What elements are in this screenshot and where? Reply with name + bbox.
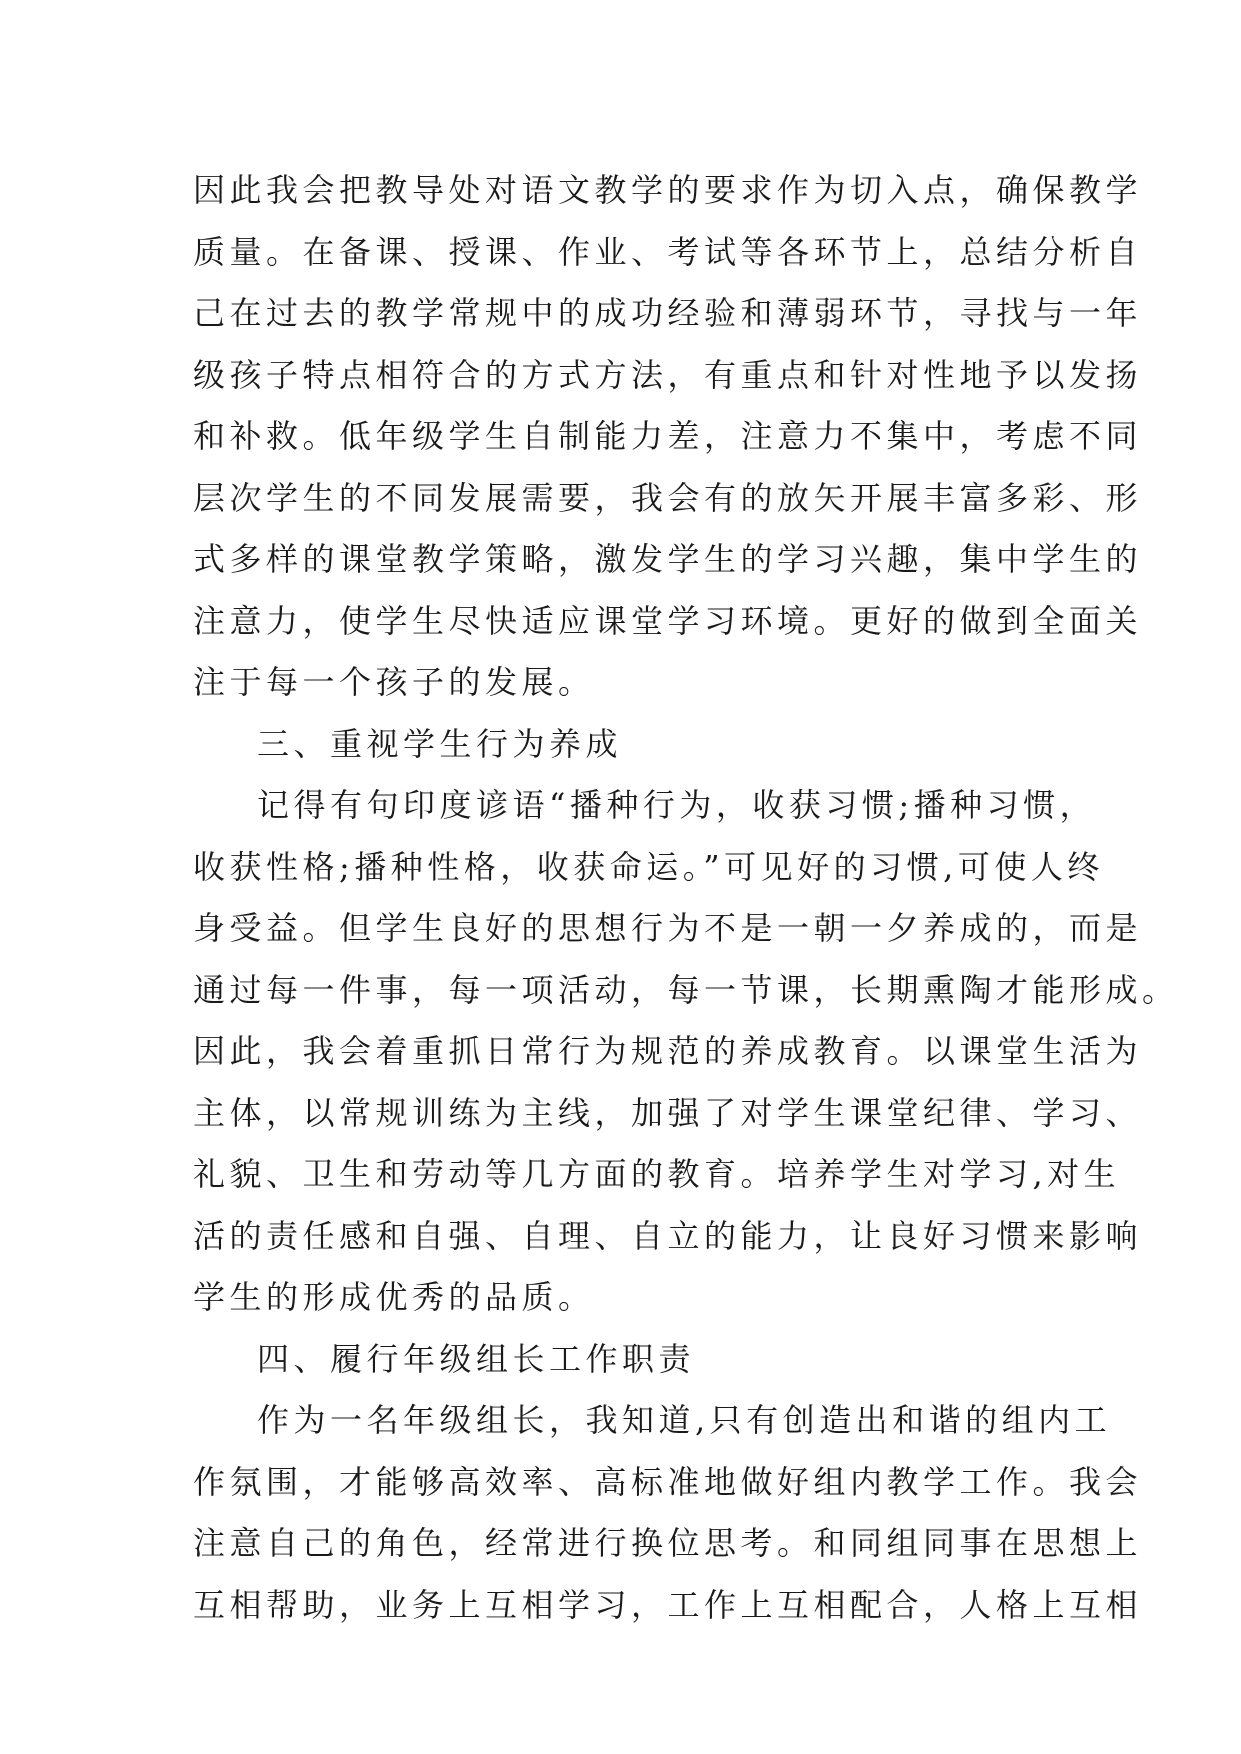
body-line: 注意力，使学生尽快适应课堂学习环境。更好的做到全面关 (193, 601, 1143, 640)
body-line: 记得有句印度谚语“播种行为，收获习惯;播种习惯， (257, 786, 1097, 824)
body-line: 层次学生的不同发展需要，我会有的放矢开展丰富多彩、形 (193, 478, 1143, 517)
body-line: 身受益。但学生良好的思想行为不是一朝一夕养成的，而是 (193, 909, 1143, 947)
body-line: 质量。在备课、授课、作业、考试等各环节上，总结分析自 (193, 232, 1143, 271)
body-line: 因此，我会着重抓日常行为规范的养成教育。以课堂生活为 (193, 1032, 1143, 1070)
body-line: 礼貌、卫生和劳动等几方面的教育。培养学生对学习,对生 (193, 1155, 1121, 1193)
body-line: 因此我会把教导处对语文教学的要求作为切入点，确保教学 (193, 171, 1143, 209)
body-line: 主体，以常规训练为主线，加强了对学生课堂纪律、学习、 (193, 1093, 1143, 1132)
body-line: 作为一名年级组长，我知道,只有创造出和谐的组内工 (257, 1401, 1112, 1439)
body-line: 式多样的课堂教学策略，激发学生的学习兴趣，集中学生的 (193, 540, 1143, 578)
body-line: 通过每一件事，每一项活动，每一节课，长期熏陶才能形成。 (193, 970, 1179, 1009)
body-line: 注于每一个孩子的发展。 (193, 663, 595, 701)
body-line: 己在过去的教学常规中的成功经验和薄弱环节，寻找与一年 (193, 294, 1143, 332)
body-line: 互相帮助，业务上互相学习，工作上互相配合，人格上互相 (193, 1585, 1143, 1624)
body-line: 和补救。低年级学生自制能力差，注意力不集中，考虑不同 (193, 417, 1143, 455)
section-heading: 三、重视学生行为养成 (257, 724, 623, 763)
body-line: 收获性格;播种性格，收获命运。”可见好的习惯,可使人终 (193, 847, 1104, 886)
body-line: 注意自己的角色，经常进行换位思考。和同组同事在思想上 (193, 1524, 1143, 1562)
section-heading: 四、履行年级组长工作职责 (257, 1339, 696, 1378)
body-line: 活的责任感和自强、自理、自立的能力，让良好习惯来影响 (193, 1216, 1143, 1255)
body-line: 学生的形成优秀的品质。 (193, 1278, 595, 1316)
body-line: 作氛围，才能够高效率、高标准地做好组内教学工作。我会 (193, 1462, 1143, 1501)
body-line: 级孩子特点相符合的方式方法，有重点和针对性地予以发扬 (193, 355, 1143, 394)
document-body (193, 160, 1179, 1636)
